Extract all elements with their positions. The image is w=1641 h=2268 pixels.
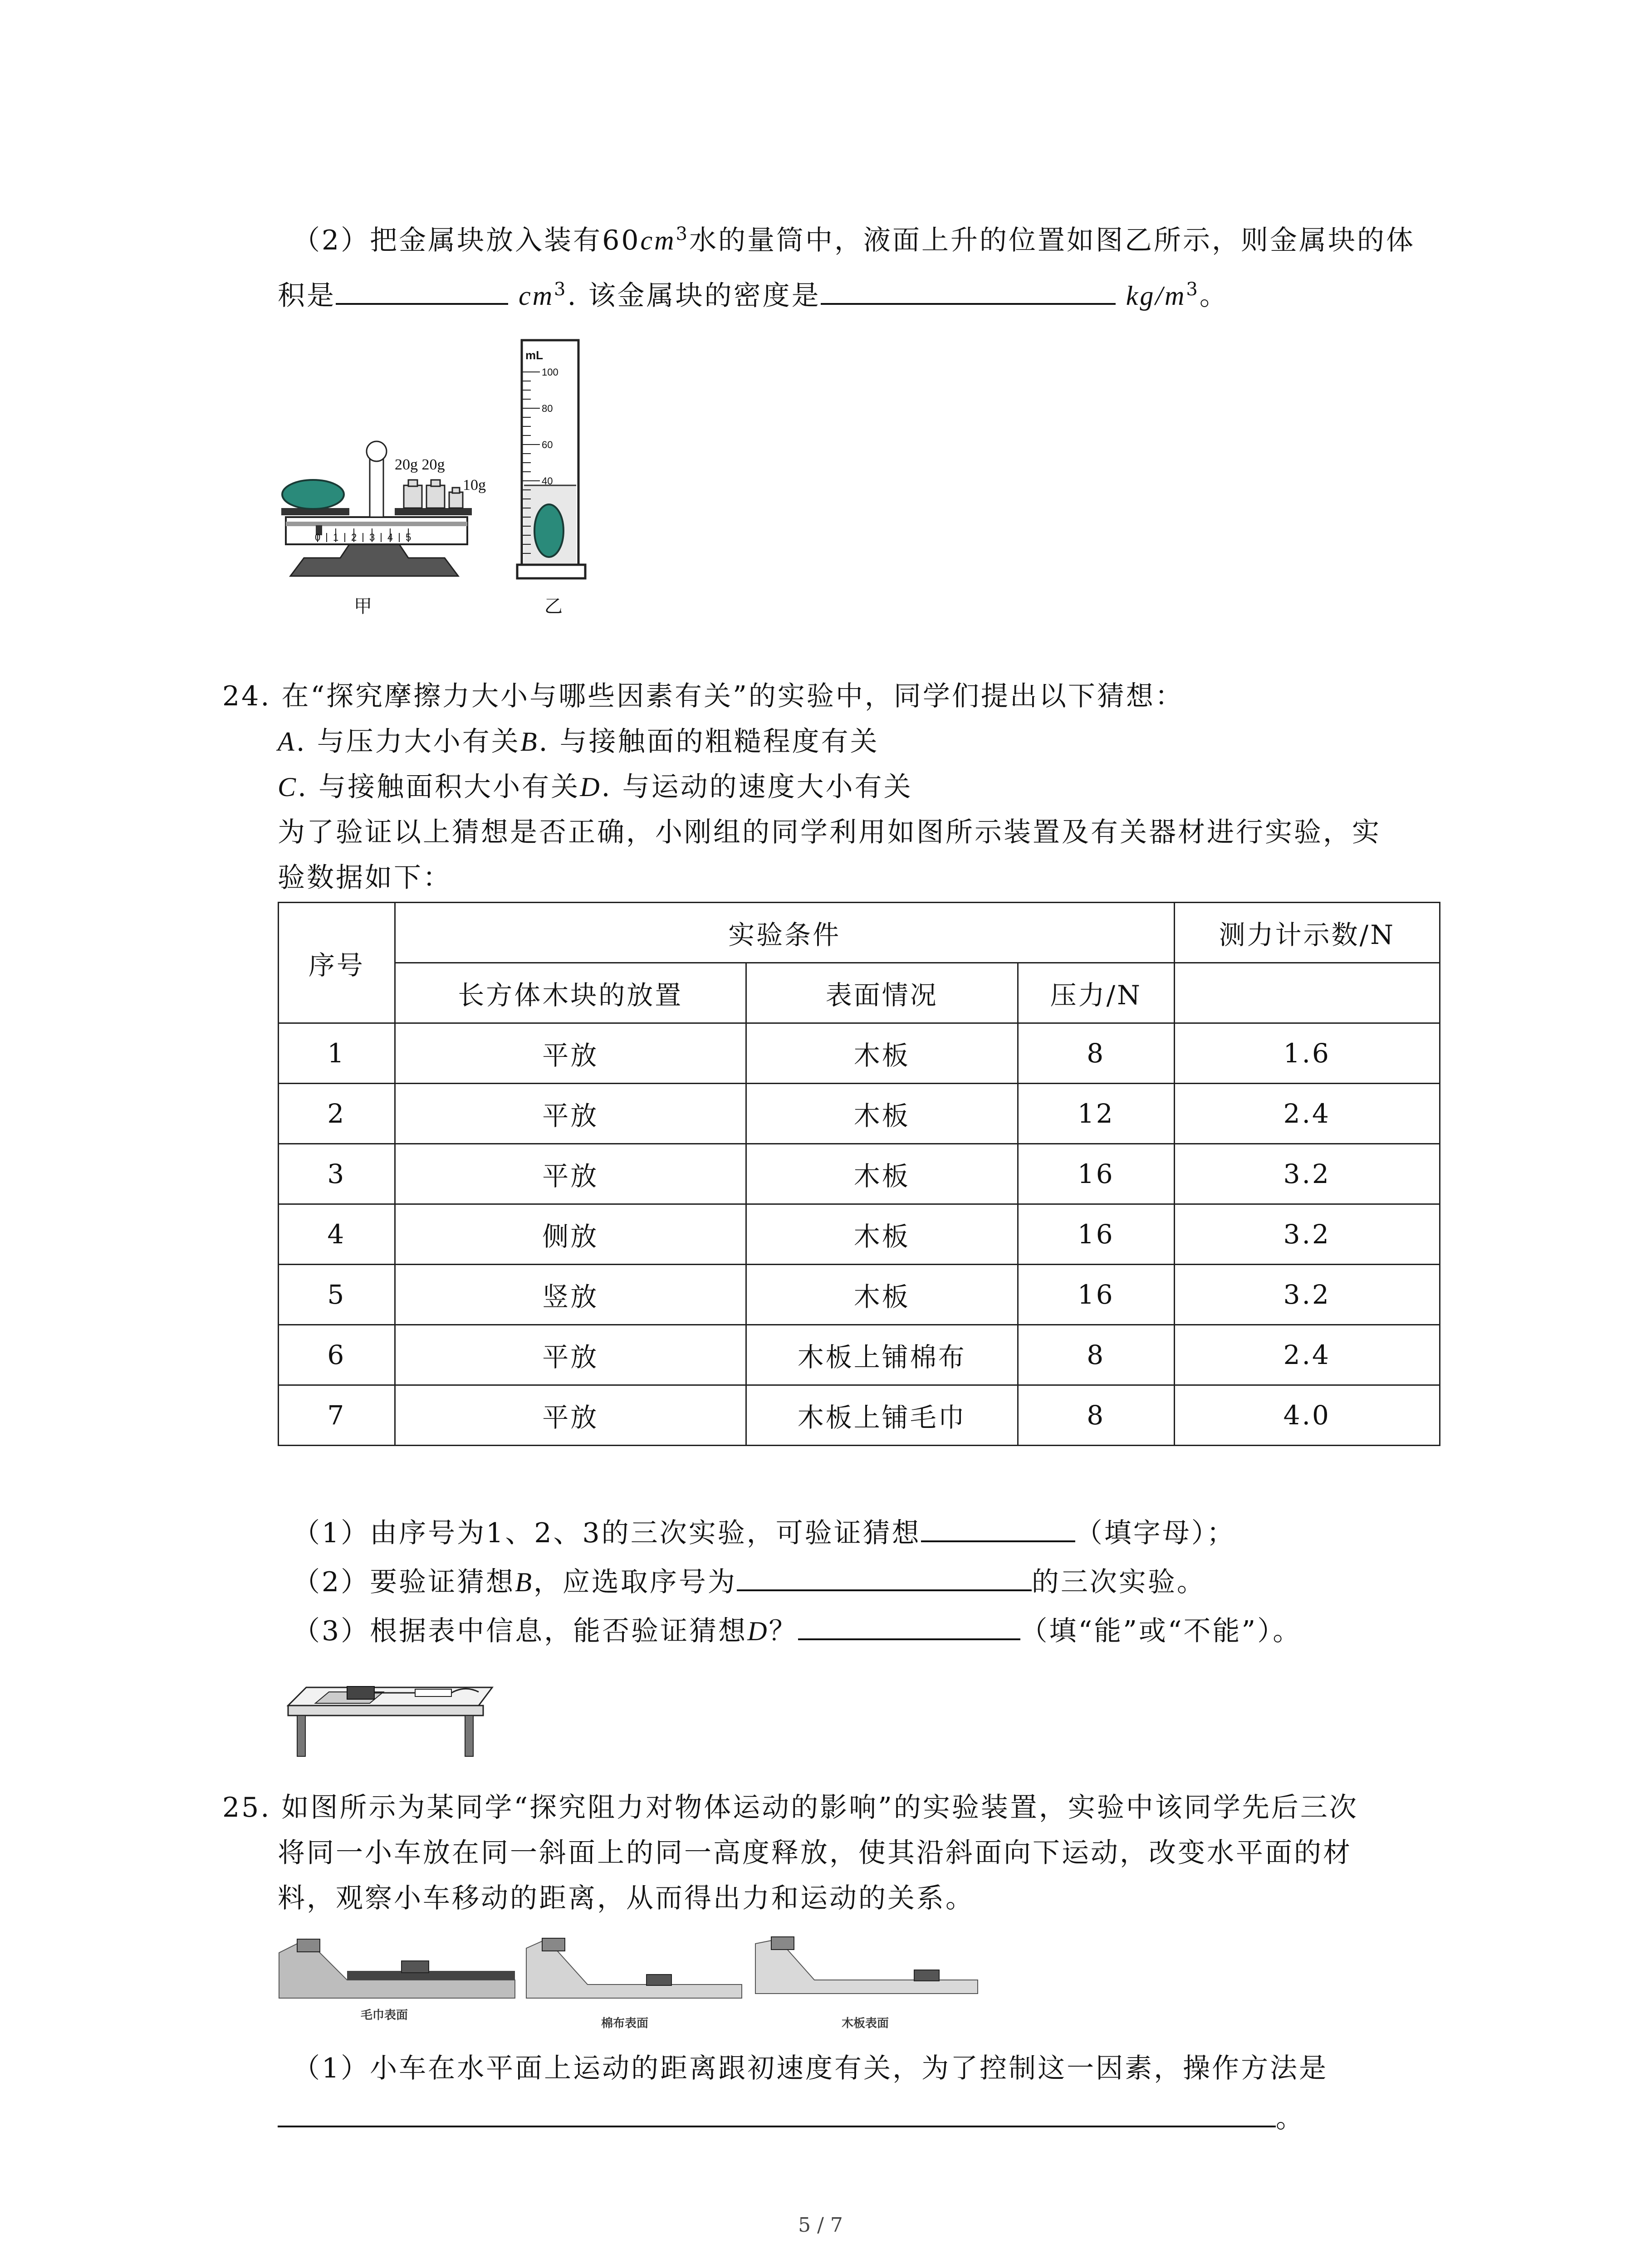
metal-block-icon	[534, 504, 563, 557]
cart-icon	[914, 1970, 939, 1981]
q24-hypotheses-ab: A. 与压力大小有关B. 与接触面的粗糙程度有关	[278, 726, 879, 758]
surface-label-wood: 木板表面	[842, 2017, 889, 2030]
q25-line3: 料，观察小车移动的距离，从而得出力和运动的关系。	[278, 1882, 975, 1914]
table-row: 4 侧放 木板 16 3.2	[279, 1204, 1440, 1265]
q23-2-line2: 积是 $cm^3$. 该金属块的密度是 $kg/m^3$。	[278, 278, 1229, 314]
svg-text:100: 100	[542, 367, 558, 378]
ramp-cotton	[526, 1938, 742, 1998]
density-blank[interactable]	[821, 278, 1116, 305]
q24-sub2: （2）要验证猜想B，应选取序号为 的三次实验。	[293, 1564, 1206, 1600]
svg-text:0: 0	[315, 532, 321, 543]
header-surface: 表面情况	[746, 963, 1018, 1023]
cart-icon	[402, 1961, 429, 1973]
q25-sub1: （1）小车在水平面上运动的距离跟初速度有关，为了控制这一因素，操作方法是	[293, 2053, 1328, 2084]
q24-para1: 为了验证以上猜想是否正确，小刚组的同学利用如图所示装置及有关器材进行实验，实	[278, 816, 1381, 848]
cart-icon	[542, 1938, 565, 1951]
page-number: 5 / 7	[798, 2214, 843, 2237]
hypothesis-letter-blank[interactable]	[921, 1515, 1075, 1542]
cart-icon	[647, 1975, 671, 1985]
header-placement: 长方体木块的放置	[395, 963, 746, 1023]
table-row: 2 平放 木板 12 2.4	[279, 1084, 1440, 1144]
figure-caption-yi: 乙	[544, 596, 563, 617]
svg-text:60: 60	[542, 439, 553, 450]
table-row: 1 平放 木板 8 1.6	[279, 1023, 1440, 1084]
header-conditions: 实验条件	[395, 903, 1174, 963]
q24-hypotheses-cd: C. 与接触面积大小有关D. 与运动的速度大小有关	[278, 771, 913, 803]
sequence-numbers-blank[interactable]	[737, 1564, 1032, 1591]
cart-icon	[297, 1939, 320, 1952]
friction-apparatus-figure	[279, 1669, 506, 1760]
q24-sub1: （1）由序号为1、2、3的三次实验，可验证猜想 （填字母）；	[293, 1515, 1236, 1551]
q24-sub3: （3）根据表中信息，能否验证猜想D？ （填“能”或“不能”）。	[293, 1613, 1302, 1649]
volume-blank[interactable]	[336, 278, 508, 305]
ramp-wood	[755, 1937, 978, 1994]
q23-2-line1: （2）把金属块放入装有$60cm^3$水的量筒中，液面上升的位置如图乙所示，则金属块的体	[293, 224, 1415, 256]
q24-para2: 验数据如下：	[278, 862, 452, 894]
q24-intro: 24. 在“探究摩擦力大小与哪些因素有关”的实验中，同学们提出以下猜想：	[222, 680, 1184, 712]
cart-icon	[771, 1937, 794, 1950]
figure-caption-jia: 甲	[354, 596, 372, 617]
svg-text:80: 80	[542, 403, 553, 414]
spring-scale-icon	[415, 1689, 451, 1696]
can-verify-blank[interactable]	[798, 1613, 1020, 1640]
weight-label-20g: 20g 20g	[395, 456, 445, 473]
surface-label-towel: 毛巾表面	[361, 2009, 408, 2022]
operation-method-blank[interactable]	[278, 2100, 1276, 2127]
table-row: 6 平放 木板上铺棉布 8 2.4	[279, 1325, 1440, 1385]
svg-text:mL: mL	[525, 348, 543, 362]
svg-text:2: 2	[351, 532, 357, 543]
wood-block-icon	[347, 1686, 374, 1699]
svg-text:5: 5	[406, 532, 411, 543]
weight-label-10g: 10g	[463, 477, 486, 494]
q25-line2: 将同一小车放在同一斜面上的同一高度释放，使其沿斜面向下运动，改变水平面的材	[278, 1837, 1352, 1869]
q25-line1: 25. 如图所示为某同学“探究阻力对物体运动的影响”的实验装置，实验中该同学先后三次	[222, 1792, 1358, 1823]
header-seq: 序号	[279, 903, 395, 1023]
table-row: 7 平放 木板上铺毛巾 8 4.0	[279, 1385, 1440, 1446]
surface-label-cotton: 棉布表面	[601, 2017, 649, 2030]
table-row: 5 竖放 木板 16 3.2	[279, 1265, 1440, 1325]
q25-sub1-answer: 。	[278, 2100, 1305, 2136]
header-pressure: 压力/N	[1018, 963, 1174, 1023]
svg-text:4: 4	[387, 532, 393, 543]
svg-text:40: 40	[542, 475, 553, 487]
header-reading-empty	[1174, 963, 1440, 1023]
cylinder-figure	[513, 327, 594, 585]
table-row: 3 平放 木板 16 3.2	[279, 1144, 1440, 1204]
metal-block-icon	[282, 480, 344, 509]
ramp-towel	[279, 1939, 515, 1998]
balance-figure	[272, 426, 486, 590]
svg-text:1: 1	[333, 532, 339, 543]
svg-text:3: 3	[369, 532, 375, 543]
friction-data-table	[278, 902, 1440, 1446]
header-reading: 测力计示数/N	[1174, 903, 1440, 963]
